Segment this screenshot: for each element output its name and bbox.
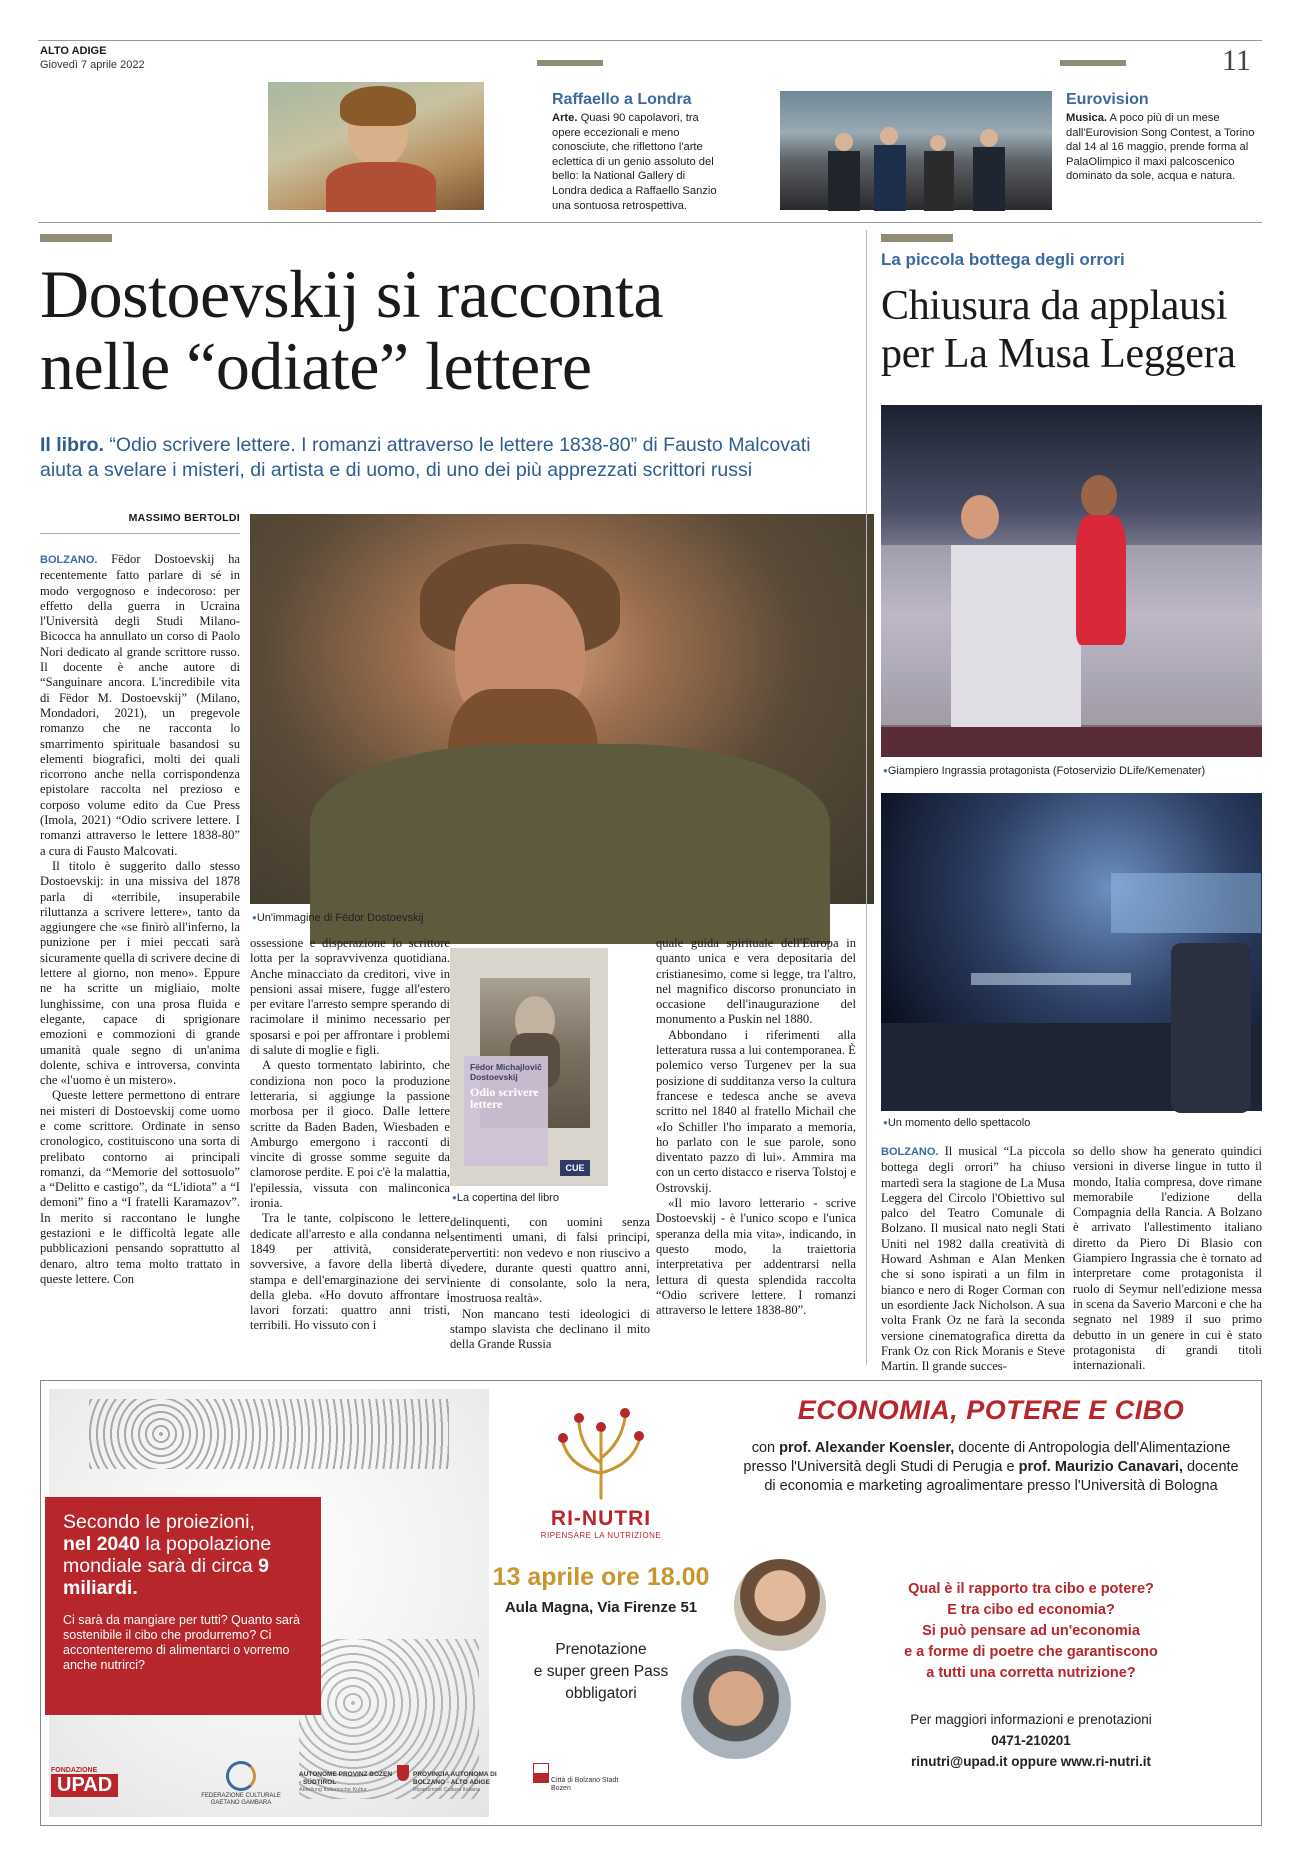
ri-nutri-tree-icon — [521, 1403, 681, 1503]
article-byline: MASSIMO BERTOLDI — [128, 512, 240, 524]
teaser-eurovision-body: A poco più di un mese dall'Eurovision Song Contest, a Torino dal 14 al 16 maggio, prende forma al PalaOlimpico il maxi palcoscenico dominato da sole, acqua e natura. — [1066, 112, 1255, 183]
advert-projection-line1: Secondo le proiezioni, — [63, 1511, 255, 1533]
advert[interactable] — [40, 1380, 1262, 1826]
advert-phone: 0471-210201 — [991, 1733, 1071, 1748]
logo-provincia-text: PROVINCIA AUTONOMA DI BOLZANO - ALTO ADIGE — [413, 1771, 497, 1786]
ri-nutri-logo — [521, 1403, 681, 1553]
side-article-kicker: La piccola bottega degli orrori — [881, 250, 1125, 269]
side-headline-line1: Chiusura da applausi — [881, 283, 1228, 329]
stage-photo-2-caption: ● Un momento dello spettacolo — [883, 1117, 1030, 1129]
article-col4-p1: quale guida spirituale dell'Europa in quanto unica e vera depositaria del cristianesimo, come si legge, tra l'altro, nel magnifico discorso pronunciato in occasione dell'inaugurazione del monumento a Puskin nel 1880. — [656, 936, 856, 1027]
advert-contacts: rinutri@upad.it oppure www.ri-nutri.it — [911, 1754, 1151, 1769]
teaser-raffaello-kicker: Arte. — [552, 112, 578, 124]
speaker-2-photo — [681, 1649, 791, 1759]
teaser-tab — [537, 60, 603, 66]
teaser-raffaello-text — [552, 111, 722, 213]
advert-question-3: Si può pensare ad un'economia — [922, 1623, 1140, 1639]
logo-upad-name: UPAD — [51, 1774, 118, 1797]
book-cover-title: Odio scrivere lettere — [470, 1085, 539, 1111]
city-crest-icon — [533, 1763, 549, 1783]
article-col2-p2: A questo tormentato labirinto, che condiziona non poco la produzione letteraria, si aggiunge la passione morbosa per il gioco. Dalle lettere scritte da Baden Baden, Wiesbaden e Amburgo emergono i racconti di vincite di grosse somme seguite da clamorose perdite. E poi c'è la malattia, l'epilessia, vissuta con malinconica ironia. — [250, 1058, 450, 1211]
side-dateline: BOLZANO. — [881, 1146, 939, 1158]
ri-nutri-brand: RI-NUTRI — [550, 1507, 652, 1530]
article-col1-p1: Fëdor Dostoevskij ha recentemente fatto parlare di sé in modo vergognoso e indecoroso: per effetto della guerra in Ucraina l'Università degli Studi Milano-Bicocca ha annullato un corso di Paolo Nori dedicato al grande scrittore russo. Il docente è anche autore di “Sanguinare ancora. L'incredibile vita di Fëdor M. Dostoevskij” (Milano, Mondadori, 2021), un pregevole romanzo che ne racconta lo smarrimento spirituale basandosi su elementi biografici, molti dei quali ricorrono anche nella corrispondenza epistolare raccolta nel prezioso e corposo volume edito da Cue Press (Imola, 2021) “Odio scrivere lettere. I romanzi attraverso le lettere 1838-80” a cura di Fausto Malcovati. — [40, 552, 240, 858]
advert-question-5: a tutti una corretta nutrizione? — [926, 1665, 1136, 1681]
book-cover-publisher: CUE — [560, 1160, 590, 1176]
advert-contact-block — [821, 1709, 1241, 1772]
stage-photo-1-caption: ● Giampiero Ingrassia protagonista (Fotoservizio DLife/Kemenater) — [883, 765, 1205, 777]
article-col2-p1: ossessione e disperazione lo scrittore lotta per la sopravvivenza quotidiana. Anche minacciato da creditori, vive in pensioni assai misere, fugge all'estero per evitare l'arresto sempre sperando di racimolare il minimo necessario per sposarsi e poi per affrontare i problemi di salute di moglie e figli. — [250, 936, 450, 1058]
logo-provinz[interactable] — [299, 1771, 394, 1817]
advert-booking-line1: Prenotazione — [555, 1641, 647, 1658]
article-col3-p2: Non mancano testi ideologici di stampo slavista che declinano il mito della Grande Russia — [450, 1306, 650, 1352]
federazione-icon — [226, 1761, 256, 1791]
side-col2-text: so dello show ha generato quindici versioni in diverse lingue in tutto il mondo, Italia compresa, dove rimane memorabile l'edizione della Compagnia della Rancia. A Bolzano è arrivato l'allestimento italiano diretto da Piero Di Blasio con Giampiero Ingrassia che è tornato ad interpretare come protagonista il ruolo di Seymur nell'edizione messa in scena da Saverio Marconi e che ha segnato nel 1989 il suo primo debutto in un genere in cui è stato protagonista di grandi titoli internazionali. — [1073, 1144, 1262, 1373]
side-article-headline — [881, 282, 1236, 378]
article-headline — [40, 258, 663, 402]
book-cover-author: Fëdor Michajlovič Dostoevskij — [470, 1062, 542, 1082]
article-column-1 — [40, 552, 240, 1364]
logo-upad[interactable] — [51, 1767, 151, 1813]
article-headline-line2: nelle “odiate” lettere — [40, 328, 592, 404]
article-subhead-text: “Odio scrivere lettere. I romanzi attraverso le lettere 1838-80” di Fausto Malcovati aiuta a svelare i misteri, di artista e di uomo, di uno dei più apprezzati scrittori russi — [40, 434, 811, 481]
issue-date: Giovedì 7 aprile 2022 — [40, 59, 145, 71]
advert-speaker-2: prof. Maurizio Canavari, — [1018, 1459, 1183, 1475]
article-col4-p3: «Il mio lavoro letterario - scrive Dostoevskij - è l'unico scopo e l'unica speranza della mia vita», indicando, in questo modo, la traiettoria interpretativa per addentrarsi nella lettura di questa splendida raccolta “Odio scrivere lettere. I romanzi attraverso le lettere 1838-80”. — [656, 1196, 856, 1318]
column-divider — [866, 230, 867, 1365]
article-col3-p1: delinquenti, con uomini senza sentimenti umani, di falsi principi, pervertiti: non vedevo e non riuscivo a vedere, durante questi quattro anni, niente di consolante, solo la nera, mostruosa realtà». — [450, 1215, 650, 1306]
advert-question-1: Qual è il rapporto tra cibo e potere? — [908, 1581, 1154, 1597]
teaser-raffaello-title[interactable]: Raffaello a Londra — [552, 91, 692, 108]
advert-booking-line2: e super green Pass — [533, 1663, 669, 1680]
advert-red-box — [45, 1497, 321, 1715]
logo-provinz-text: AUTONOME PROVINZ BOZEN - SÜDTIROL — [299, 1771, 393, 1786]
speaker-1-photo — [734, 1559, 826, 1651]
advert-projection-year: nel 2040 — [63, 1533, 140, 1555]
article-headline-line1: Dostoevskij si racconta — [40, 256, 664, 332]
advert-booking-line3: obbligatori — [565, 1685, 637, 1702]
teaser-tab — [1060, 60, 1126, 66]
advert-projection-line2: la popolazione mondiale sarà di circa — [63, 1533, 272, 1577]
stage-photo-2[interactable] — [881, 793, 1262, 1111]
advert-speaker-2-desc: docente di economia e marketing agroalimentare presso l'Università di Bologna — [764, 1459, 1239, 1494]
article-dateline: BOLZANO. — [40, 554, 98, 566]
teaser-eurovision-text — [1066, 111, 1262, 184]
logo-provinz-sub: Abteilung Italienische Kultur — [299, 1787, 367, 1793]
side-column-1 — [881, 1144, 1065, 1374]
book-cover-label — [464, 1056, 548, 1166]
article-column-2 — [250, 936, 450, 1366]
article-col1-p2: Il titolo è suggerito dallo stesso Dostoevskij: in una missiva del 1878 parla di «terribile, insuperabile riluttanza a scrivere lettere», tanto da aggiungere che «se finirò all'inferno, la punizione per i miei peccati sarà sicuramente quella di scrivere decine di lettere al giorno, non meno». Eppure ne ha scritte un migliaio, molte lunghissime, con una prosa fluida e elegante, capace di sprigionare emozioni e commozioni di grande umanità quale segno di un'anima dolente, schiva e introversa, convinta che «l'uomo è un mistero». — [40, 858, 240, 1088]
advert-speakers — [741, 1439, 1241, 1496]
advert-projection-text — [63, 1511, 303, 1599]
advert-speaker-1: prof. Alexander Koensler, — [779, 1440, 955, 1456]
page-number: 11 — [1222, 44, 1251, 77]
teaser-raffaello-photo[interactable] — [268, 82, 484, 210]
article-col1-p3: Queste lettere permettono di entrare nei misteri di Dostoevskij come uomo e come scrittore. Ordinate in senso cronologico, costituiscono una sorta di prelibato contorno ai principali romanzi, da “Memorie del sottosuolo” a “Delitto e castigo”, da “L'idiota” a “I demoni” fino a “I fratelli Karamazov”. In merito si raccontano le lunghe gestazioni e le difficoltà legate alle pubblicazioni pensando soprattutto al denaro, altro tema molto trattato in queste lettere. Con — [40, 1088, 240, 1286]
logo-upad-small: FONDAZIONE — [51, 1767, 98, 1774]
advert-event-place: Aula Magna, Via Firenze 51 — [504, 1599, 698, 1616]
byline-rule — [40, 533, 240, 534]
logo-city[interactable]: Città di Bolzano Stadt Bozen — [551, 1777, 619, 1792]
top-rule — [38, 40, 1262, 41]
portrait-caption: ● Un'immagine di Fëdor Dostoevskij — [252, 912, 423, 924]
article-col2-p3: Tra le tante, colpiscono le lettere dedicate all'arresto e alla condanna nel 1849 per attività, considerate sovversive, a favore della libertà di stampa e dell'emarginazione dei servi della gleba. «Ho dovuto affrontare i lavori forzati: quattro anni tristi, terribili. Ho vissuto con i — [250, 1211, 450, 1333]
teaser-raffaello-body: Quasi 90 capolavori, tra opere eccezionali e meno conosciute, che riflettono l'arte eclettica di un genio assoluto del bello: la National Gallery di Londra dedica a Raffaello Sanzio una sontuosa retrospettiva. — [552, 112, 717, 212]
ri-nutri-tagline: RIPENSARE LA NUTRIZIONE — [540, 1531, 662, 1540]
logo-provincia[interactable] — [413, 1771, 513, 1817]
advert-event-date: 13 aprile ore 18.00 — [492, 1563, 710, 1591]
book-cover[interactable] — [450, 948, 608, 1186]
newspaper-name: ALTO ADIGE — [40, 45, 107, 57]
teaser-eurovision-title[interactable]: Eurovision — [1066, 91, 1149, 108]
logo-federazione-text: FEDERAZIONE CULTURALE GAETANO GAMBARA — [201, 1793, 281, 1806]
advert-question-2: E tra cibo ed economia? — [947, 1602, 1115, 1618]
logo-provincia-sub: Ripartizione Cultura italiana — [413, 1787, 481, 1793]
advert-projection-number: 9 miliardi. — [63, 1555, 269, 1599]
side-col1-text: Il musical “La piccola bottega degli orrori” ha chiuso martedì sera la stagione de La Musa Leggera del Circolo l'Obiettivo sul palco del Teatro Comunale di Bolzano. Il musical nato negli Stati Uniti nel 1982 dalla creatività di Howard Ashman e Alan Menken che si sono ispirati a un film in bianco e nero di Roger Corman con un esordiente Jack Nicholson. A sua volta Frank Oz ne farà la seconda versione cinematografica diretta da Frank Oz con Rick Moranis e Steve Martin. Il grande succes- — [881, 1144, 1065, 1374]
teaser-eurovision-kicker: Musica. — [1066, 112, 1108, 124]
advert-speaker-1-desc: docente di Antropologia dell'Alimentazione presso l'Università degli Studi di Perugia e — [743, 1440, 1231, 1475]
advert-question-4: e a forme di poetre che garantiscono — [904, 1644, 1158, 1660]
side-column-2 — [1073, 1144, 1262, 1373]
dostoevsky-portrait[interactable] — [250, 514, 874, 904]
coat-of-arms-icon — [397, 1765, 409, 1781]
article-subhead-kicker: Il libro. — [40, 434, 104, 456]
article-column-4 — [656, 936, 856, 1366]
side-headline-line2: per La Musa Leggera — [881, 331, 1236, 377]
stage-photo-1[interactable] — [881, 405, 1262, 757]
article-tab — [40, 234, 112, 242]
article-col4-p2: Abbondano i riferimenti alla letteratura russa a lui contemporanea. È polemico verso Turgenev per la sua posizione di sudditanza verso la cultura francese e tedesca anche se aveva scritto nel 1840 al fratello Michail che «Io Schiller l'ho imparato a memoria, ho parlato con le sue parole, sono diventato pazzo di lui». Ammira ma con un certo distacco e riserva Tolstoj e Ostrovskij. — [656, 1027, 856, 1195]
cover-caption: ● La copertina del libro — [452, 1192, 559, 1204]
advert-info-line: Per maggiori informazioni e prenotazioni — [910, 1712, 1152, 1727]
side-article-tab — [881, 234, 953, 242]
article-subhead — [40, 433, 840, 483]
logo-federazione[interactable] — [196, 1761, 286, 1819]
advert-speakers-intro: con — [751, 1440, 780, 1456]
advert-questions-box: Ci sarà da mangiare per tutti? Quanto sarà sostenibile il cibo che produrremo? Ci accontenteremo di alimentarci o vorremo anche nutrirci? — [63, 1613, 300, 1672]
advert-title: ECONOMIA, POTERE E CIBO — [797, 1395, 1185, 1425]
masthead-divider — [38, 222, 1262, 223]
article-column-3 — [450, 1215, 650, 1365]
teaser-eurovision-photo[interactable] — [780, 91, 1052, 210]
advert-questions — [821, 1579, 1241, 1684]
